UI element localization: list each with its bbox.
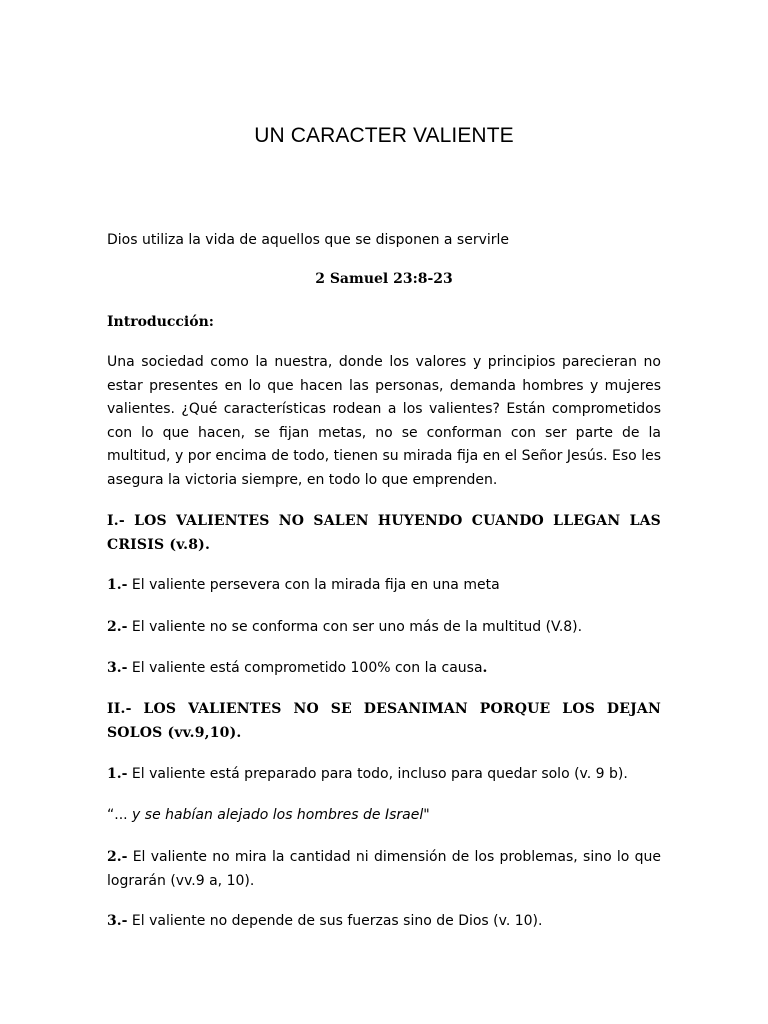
point-number: 2.- [107,849,128,865]
quote-text: y se habían alejado los hombres de Israel [127,807,424,823]
quote-close: " [423,807,430,823]
section-1-point-3 [107,657,661,681]
section-2-point-3 [107,910,661,934]
point-text: El valiente persevera con la mirada fija en una meta [127,577,500,593]
point-text: El valiente no depende de sus fuerzas sino de Dios (v. 10). [127,913,543,929]
point-text: El valiente está comprometido 100% con la causa [127,660,483,676]
point-text: El valiente no mira la cantidad ni dimensión de los problemas, sino lo que lograrán (vv.9 a, 10). [107,849,661,889]
point-number: 3.- [107,660,128,676]
section-1-heading: I.- LOS VALIENTES NO SALEN HUYENDO CUANDO LLEGAN LAS CRISIS (v.8). [107,513,661,553]
scripture-quote [107,804,661,828]
quote-open: “... [107,807,128,823]
point-text: El valiente está preparado para todo, incluso para quedar solo (v. 9 b). [127,766,628,782]
subtitle: Dios utiliza la vida de aquellos que se disponen a servirle [107,232,510,248]
bible-reference: 2 Samuel 23:8-23 [315,271,453,287]
point-number: 1.- [107,577,128,593]
point-suffix: . [482,660,488,676]
section-2-heading: II.- LOS VALIENTES NO SE DESANIMAN PORQUE LOS DEJAN SOLOS (vv.9,10). [107,701,661,741]
document-title: UN CARACTER VALIENTE [254,124,514,147]
section-1-point-2 [107,616,661,640]
intro-paragraph: Una sociedad como la nuestra, donde los valores y principios parecieran no estar presentes en lo que hacen las personas, demanda hombres y mujeres valientes. ¿Qué características rodean a los valientes? Están comprometidos con lo que hacen, se fijan metas, no se conforman con ser parte de la multitud, y por encima de todo, tienen su mirada fija en el Señor Jesús. Eso les asegura la victoria siempre, en todo lo que emprenden. [107,354,661,488]
point-text: El valiente no se conforma con ser uno más de la multitud (V.8). [127,619,583,635]
point-number: 2.- [107,619,128,635]
section-2-point-2 [107,846,661,893]
point-number: 1.- [107,766,128,782]
point-number: 3.- [107,913,128,929]
section-2-point-1 [107,763,661,787]
section-1-point-1 [107,574,661,598]
intro-heading: Introducción: [107,314,214,330]
